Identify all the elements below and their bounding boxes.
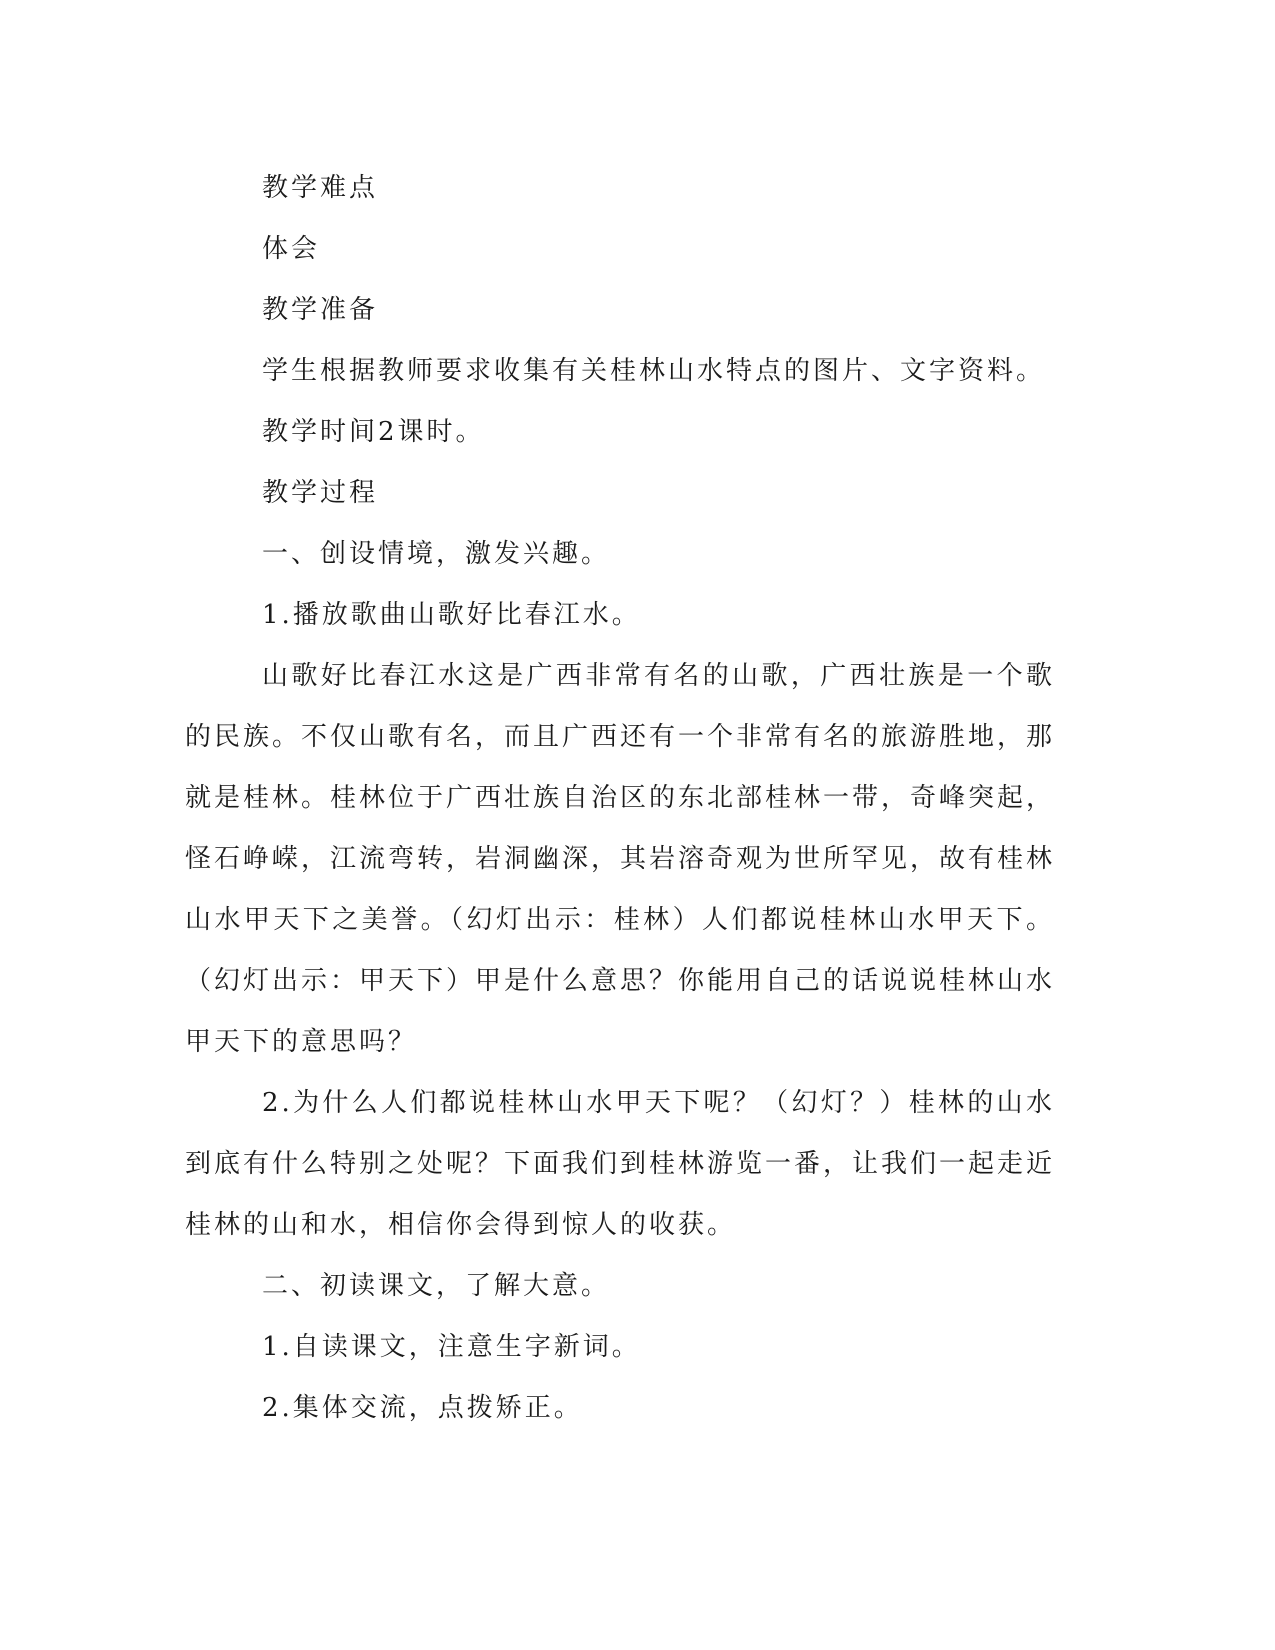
heading-teaching-process: 教学过程 <box>262 478 379 508</box>
step-2-2: 2.集体交流，点拨矫正。 <box>262 1393 583 1423</box>
difficulty-text: 体会 <box>262 234 321 264</box>
paragraph-intro-guilin: 山歌好比春江水这是广西非常有名的山歌，广西壮族是一个歌的民族。不仅山歌有名，而且广西还有一个非常有名的旅游胜地，那就是桂林。桂林位于广西壮族自治区的东北部桂林一带，奇峰突起，怪石峥嵘，江流弯转，岩洞幽深，其岩溶奇观为世所罕见，故有桂林山水甲天下之美誉。（幻灯出示：桂林）人们都说桂林山水甲天下。（幻灯出示：甲天下）甲是什么意思？你能用自己的话说说桂林山水甲天下的意思吗？ <box>185 661 1056 1057</box>
preparation-text: 学生根据教师要求收集有关桂林山水特点的图片、文字资料。 <box>262 356 1046 386</box>
section-title-2: 二、初读课文，了解大意。 <box>262 1271 611 1301</box>
document-body <box>185 158 1055 1439</box>
heading-teaching-difficulty: 教学难点 <box>262 173 379 203</box>
paragraph-why-guilin: 2.为什么人们都说桂林山水甲天下呢？（幻灯？）桂林的山水到底有什么特别之处呢？下面我们到桂林游览一番，让我们一起走近桂林的山和水，相信你会得到惊人的收获。 <box>185 1088 1056 1240</box>
teaching-time: 教学时间2课时。 <box>262 417 485 447</box>
step-1-1: 1.播放歌曲山歌好比春江水。 <box>262 600 641 630</box>
step-2-1: 1.自读课文，注意生字新词。 <box>262 1332 641 1362</box>
section-title-1: 一、创设情境，激发兴趣。 <box>262 539 611 569</box>
heading-teaching-preparation: 教学准备 <box>262 295 379 325</box>
